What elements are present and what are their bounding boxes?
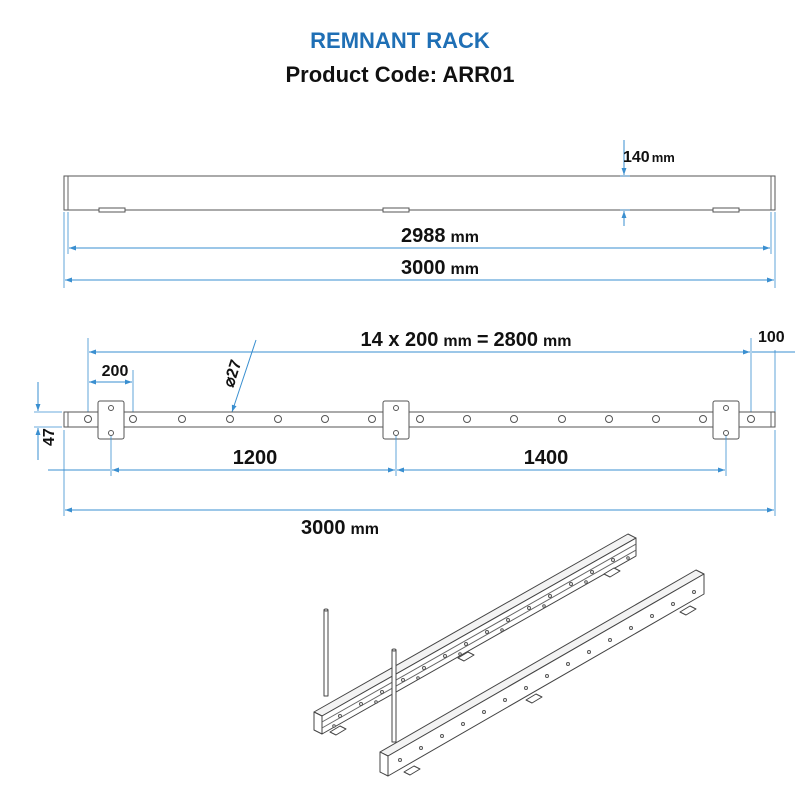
top-view [64, 140, 775, 288]
rail-hole [227, 416, 234, 423]
pitch-dimension-label: 14 x 200 mm = 2800 mm [360, 329, 572, 351]
isometric-front-holes [399, 591, 696, 762]
rail-hole [417, 416, 424, 423]
rail-hole [275, 416, 282, 423]
rail-hole [748, 416, 755, 423]
rail-hole [179, 416, 186, 423]
rail-hole [85, 416, 92, 423]
rail-hole [700, 416, 707, 423]
rail-hole [322, 416, 329, 423]
drawing-title: REMNANT RACK [310, 28, 490, 53]
rail-hole [511, 416, 518, 423]
rail-holes [85, 416, 755, 423]
rail-hole [130, 416, 137, 423]
rail-height-label: 47 [41, 428, 58, 446]
isometric-pin [324, 609, 328, 696]
bracket-tab [383, 208, 409, 212]
left-span-label: 1200 [232, 447, 278, 469]
spacing-label: 200 [101, 363, 129, 380]
outer-length-label: 3000 mm [401, 257, 479, 279]
front-view [34, 329, 795, 539]
isometric-view [314, 534, 704, 776]
bracket [383, 401, 409, 439]
inner-length-label: 2988 mm [401, 225, 479, 247]
rail-hole [559, 416, 566, 423]
rail-hole [653, 416, 660, 423]
bracket [713, 401, 739, 439]
rail-hole [464, 416, 471, 423]
bracket-tab [713, 208, 739, 212]
isometric-pin [392, 649, 396, 742]
bracket-tab [99, 208, 125, 212]
height-dimension-label: 140 mm [623, 149, 675, 166]
total-length-label: 3000 mm [301, 517, 379, 539]
rail-hole [606, 416, 613, 423]
right-span-label: 1400 [523, 447, 569, 469]
rail-top-view [64, 176, 775, 210]
product-code: Product Code: ARR01 [285, 62, 515, 87]
bracket [98, 401, 124, 439]
rail-hole [369, 416, 376, 423]
diameter-label: ⌀27 [220, 357, 246, 390]
end-offset-label: 100 [758, 329, 785, 346]
